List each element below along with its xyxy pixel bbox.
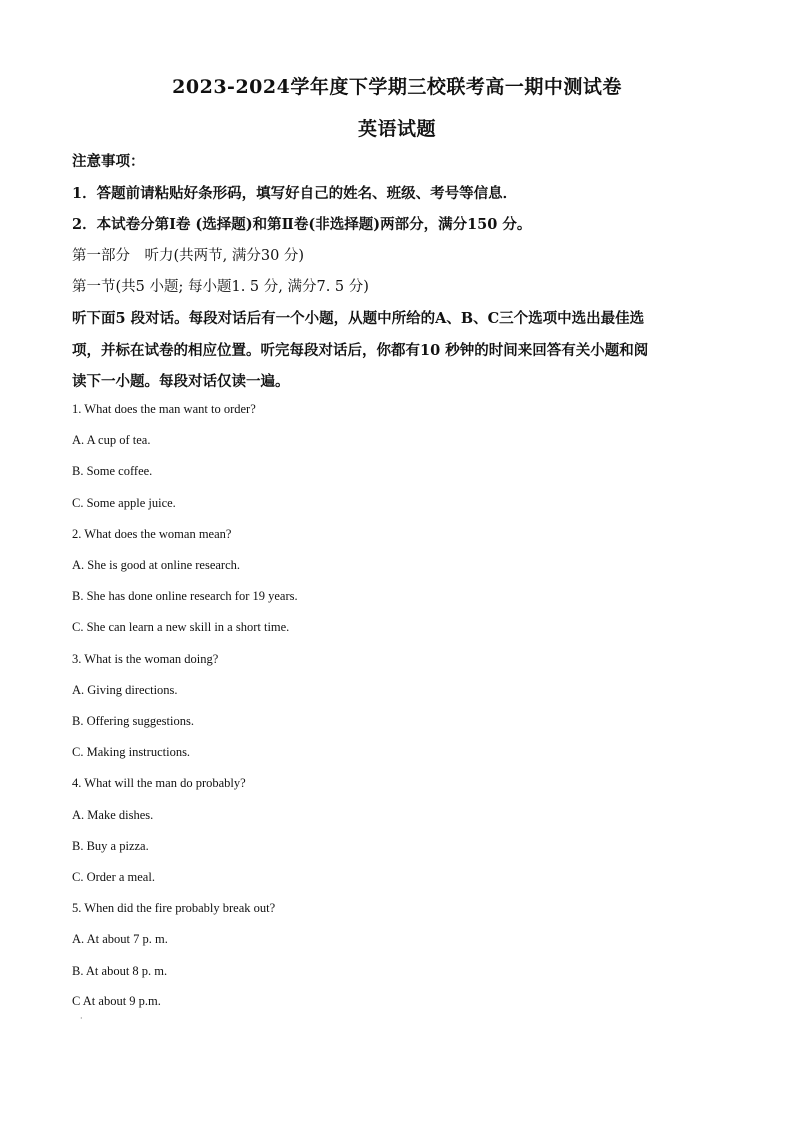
part-heading: 第一部分 听力(共两节, 满分30 分): [72, 248, 305, 264]
question-5-option-b: B. At about 8 p. m.: [72, 964, 168, 978]
question-3-option-a: A. Giving directions.: [72, 683, 178, 697]
exam-subtitle: 英语试题: [357, 118, 436, 140]
instructions-line-1: 听下面5 段对话。每段对话后有一个小题，从题中所给的A、B、C三个选项中选出最佳选: [72, 310, 645, 327]
notice-heading: 注意事项：: [72, 153, 145, 170]
notice-item-1: 1．答题前请粘贴好条形码，填写好自己的姓名、班级、考号等信息．: [72, 185, 518, 202]
question-3-option-b: B. Offering suggestions.: [72, 714, 194, 728]
footer-mark: ·: [80, 1014, 83, 1023]
question-5-option-c: C At about 9 p.m.: [72, 994, 161, 1008]
question-4-option-a: A. Make dishes.: [72, 808, 154, 822]
question-3-option-c: C. Making instructions.: [72, 745, 191, 759]
question-1: 1. What does the man want to order?: [72, 402, 256, 416]
section-heading: 第一节(共5 小题; 每小题1. 5 分, 满分7. 5 分): [72, 279, 369, 295]
instructions-line-3: 读下一小题。每段对话仅读一遍。: [72, 373, 290, 390]
notice-item-2: 2．本试卷分第Ⅰ卷 (选择题)和第Ⅱ卷(非选择题)两部分，满分150 分。: [72, 216, 532, 233]
question-5: 5. When did the fire probably break out?: [72, 901, 276, 915]
question-2-option-a: A. She is good at online research.: [72, 558, 241, 572]
exam-title: 2023-2024学年度下学期三校联考高一期中测试卷: [172, 76, 622, 98]
instructions-line-2: 项，并标在试卷的相应位置。听完每段对话后，你都有10 秒钟的时间来回答有关小题和阅: [72, 342, 649, 359]
question-1-option-a: A. A cup of tea.: [72, 433, 151, 447]
question-4-option-b: B. Buy a pizza.: [72, 839, 149, 853]
question-4: 4. What will the man do probably?: [72, 776, 246, 790]
question-3: 3. What is the woman doing?: [72, 652, 219, 666]
question-1-option-b: B. Some coffee.: [72, 464, 153, 478]
question-2: 2. What does the woman mean?: [72, 527, 232, 541]
question-1-option-c: C. Some apple juice.: [72, 496, 176, 510]
question-5-option-a: A. At about 7 p. m.: [72, 932, 168, 946]
question-2-option-b: B. She has done online research for 19 years.: [72, 589, 298, 603]
question-4-option-c: C. Order a meal.: [72, 870, 155, 884]
question-2-option-c: C. She can learn a new skill in a short time.: [72, 620, 290, 634]
